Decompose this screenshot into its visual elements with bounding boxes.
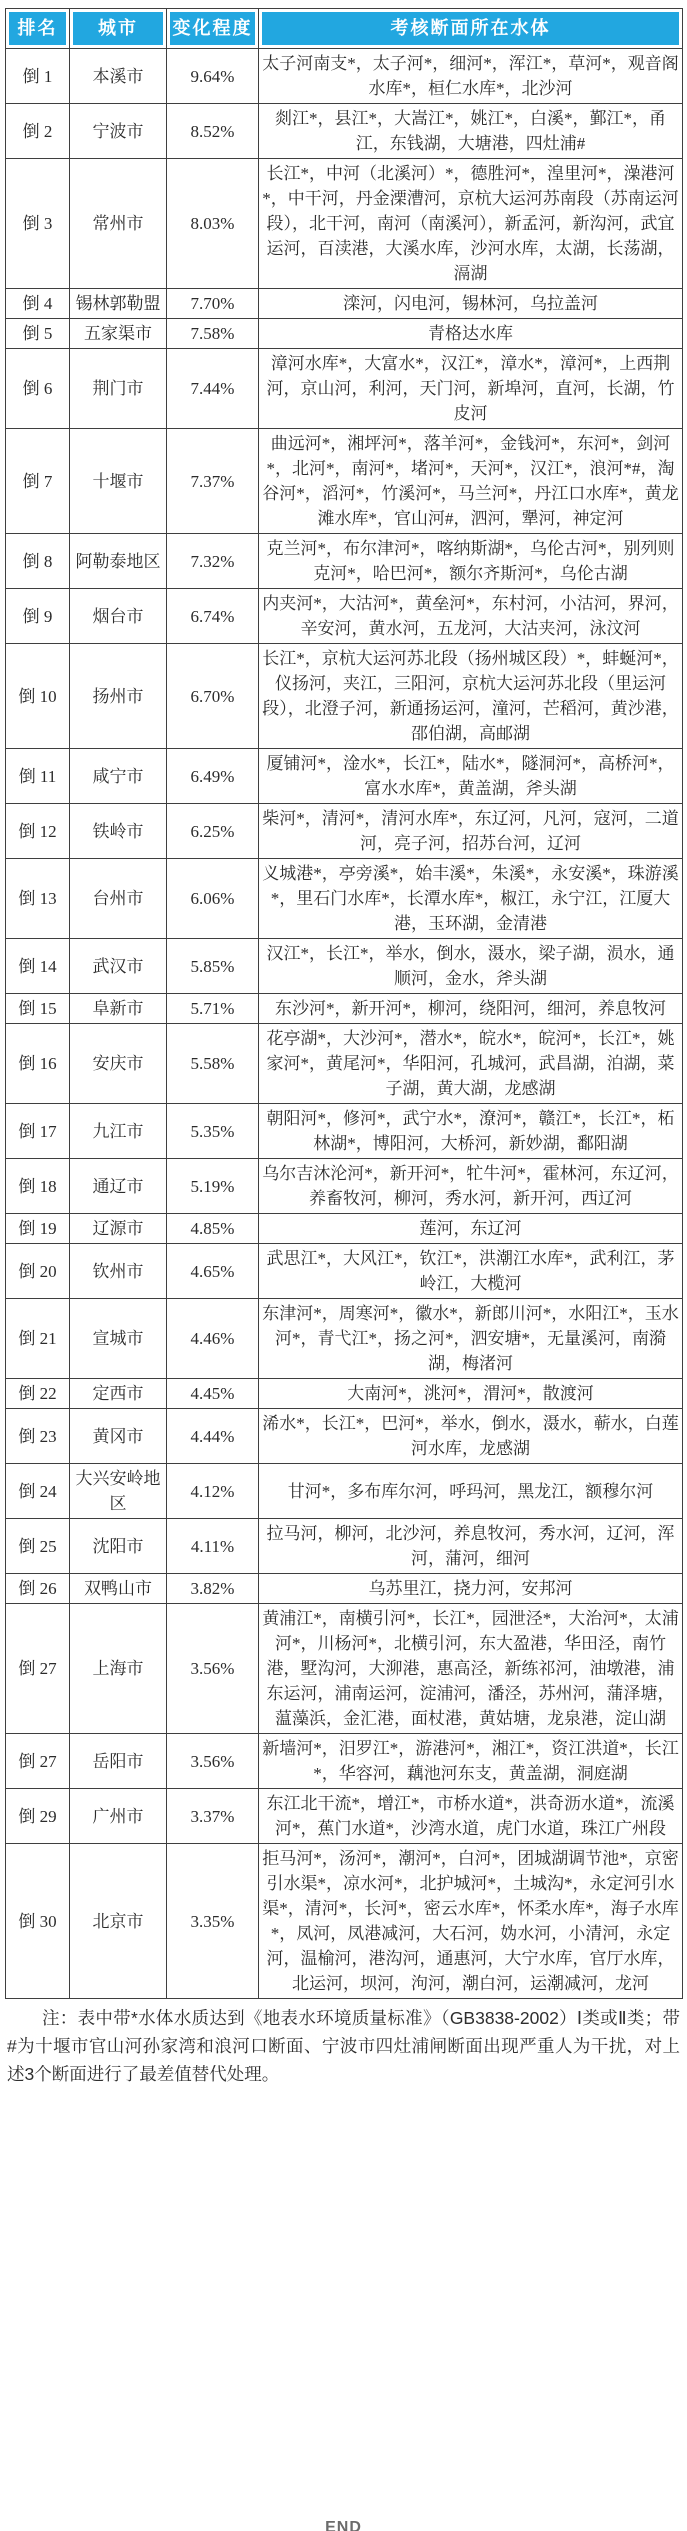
change-cell: 3.35% xyxy=(167,1844,259,1999)
table-row xyxy=(6,319,683,349)
table-row xyxy=(6,1789,683,1844)
waters-cell: 乌尔吉沐沦河*，新开河*，牤牛河*，霍林河，东辽河，养畜牧河，柳河，秀水河，新开河，西辽河 xyxy=(259,1159,683,1214)
city-cell: 上海市 xyxy=(70,1604,167,1734)
city-cell: 定西市 xyxy=(70,1379,167,1409)
waters-cell: 黄浦江*，南横引河*，长江*，园泄泾*，大治河*，太浦河*，川杨河*，北横引河，东大盈港，华田泾，南竹港，墅沟河，大泖港，惠高泾，新练祁河，油墩港，浦东运河，浦南运河，淀浦河，潘泾，苏州河，蒲泽塘，蕰藻浜，金汇港，面杖港，黄姑塘，龙泉港，淀山湖 xyxy=(259,1604,683,1734)
header-waters xyxy=(259,9,683,49)
table-row xyxy=(6,1104,683,1159)
city-cell: 黄冈市 xyxy=(70,1409,167,1464)
change-cell: 4.46% xyxy=(167,1299,259,1379)
city-cell: 通辽市 xyxy=(70,1159,167,1214)
waters-cell: 漳河水库*，大富水*，汉江*，漳水*，漳河*，上西荆河，京山河，利河，天门河，新埠河，直河，长湖，竹皮河 xyxy=(259,349,683,429)
rank-cell: 倒 20 xyxy=(6,1244,70,1299)
waters-cell: 滦河，闪电河，锡林河，乌拉盖河 xyxy=(259,289,683,319)
waters-cell: 柴河*，清河*，清河水库*，东辽河，凡河，寇河，二道河，亮子河，招苏台河，辽河 xyxy=(259,804,683,859)
rank-cell: 倒 15 xyxy=(6,994,70,1024)
waters-cell: 汉江*，长江*，举水，倒水，滠水，梁子湖，涢水，通顺河，金水，斧头湖 xyxy=(259,939,683,994)
change-cell: 3.82% xyxy=(167,1574,259,1604)
change-cell: 3.37% xyxy=(167,1789,259,1844)
header-rank xyxy=(6,9,70,49)
change-cell: 6.74% xyxy=(167,589,259,644)
worst-change-ranking-table xyxy=(5,8,683,1999)
change-cell: 5.35% xyxy=(167,1104,259,1159)
change-cell: 4.12% xyxy=(167,1464,259,1519)
waters-cell: 东津河*，周寒河*，徽水*，新郎川河*，水阳江*，玉水河*，青弋江*，扬之河*，泗安塘*，无量溪河，南漪湖，梅渚河 xyxy=(259,1299,683,1379)
city-cell: 武汉市 xyxy=(70,939,167,994)
waters-cell: 拉马河，柳河，北沙河，养息牧河，秀水河，辽河，浑河，蒲河，细河 xyxy=(259,1519,683,1574)
rank-cell: 倒 26 xyxy=(6,1574,70,1604)
table-body xyxy=(6,49,683,1999)
rank-cell: 倒 2 xyxy=(6,104,70,159)
table-row xyxy=(6,939,683,994)
header-change-label: 变化程度 xyxy=(170,12,255,45)
header-rank-label: 排名 xyxy=(9,12,66,45)
rank-cell: 倒 24 xyxy=(6,1464,70,1519)
change-cell: 7.32% xyxy=(167,534,259,589)
change-cell: 6.49% xyxy=(167,749,259,804)
waters-cell: 朝阳河*，修河*，武宁水*，潦河*，赣江*，长江*，柘林湖*，博阳河，大桥河，新妙湖，鄱阳湖 xyxy=(259,1104,683,1159)
waters-cell: 甘河*，多布库尔河，呼玛河，黑龙江，额穆尔河 xyxy=(259,1464,683,1519)
city-cell: 北京市 xyxy=(70,1844,167,1999)
change-cell: 6.70% xyxy=(167,644,259,749)
table-row xyxy=(6,49,683,104)
table-row xyxy=(6,429,683,534)
waters-cell: 东沙河*，新开河*，柳河，绕阳河，细河，养息牧河 xyxy=(259,994,683,1024)
change-cell: 5.19% xyxy=(167,1159,259,1214)
rank-cell: 倒 22 xyxy=(6,1379,70,1409)
rank-cell: 倒 4 xyxy=(6,289,70,319)
table-header xyxy=(6,9,683,49)
waters-cell: 大南河*，洮河*，渭河*，散渡河 xyxy=(259,1379,683,1409)
rank-cell: 倒 3 xyxy=(6,159,70,289)
rank-cell: 倒 23 xyxy=(6,1409,70,1464)
table-row xyxy=(6,1299,683,1379)
waters-cell: 长江*，中河（北溪河）*，德胜河*，湟里河*，澡港河*，中干河，丹金溧漕河，京杭大运河苏南段（苏南运河段），北干河，南河（南溪河），新孟河，新沟河，武宜运河，百渎港，大溪水库，沙河水库，太湖，长荡湖，滆湖 xyxy=(259,159,683,289)
waters-cell: 武思江*，大风江*，钦江*，洪潮江水库*，武利江，茅岭江，大榄河 xyxy=(259,1244,683,1299)
change-cell: 3.56% xyxy=(167,1604,259,1734)
header-city xyxy=(70,9,167,49)
change-cell: 4.11% xyxy=(167,1519,259,1574)
table-row xyxy=(6,1734,683,1789)
rank-cell: 倒 25 xyxy=(6,1519,70,1574)
change-cell: 4.45% xyxy=(167,1379,259,1409)
change-cell: 4.85% xyxy=(167,1214,259,1244)
change-cell: 5.71% xyxy=(167,994,259,1024)
rank-cell: 倒 10 xyxy=(6,644,70,749)
change-cell: 7.37% xyxy=(167,429,259,534)
rank-cell: 倒 18 xyxy=(6,1159,70,1214)
change-cell: 4.65% xyxy=(167,1244,259,1299)
waters-cell: 克兰河*，布尔津河*，喀纳斯湖*，乌伦古河*，别列则克河*，哈巴河*，额尔齐斯河*，乌伦古湖 xyxy=(259,534,683,589)
city-cell: 宁波市 xyxy=(70,104,167,159)
city-cell: 五家渠市 xyxy=(70,319,167,349)
waters-cell: 乌苏里江，挠力河，安邦河 xyxy=(259,1574,683,1604)
header-change xyxy=(167,9,259,49)
rank-cell: 倒 27 xyxy=(6,1734,70,1789)
table-row xyxy=(6,1409,683,1464)
city-cell: 台州市 xyxy=(70,859,167,939)
table-row xyxy=(6,104,683,159)
table-row xyxy=(6,1519,683,1574)
table-row xyxy=(6,534,683,589)
table-row xyxy=(6,1464,683,1519)
city-cell: 锡林郭勒盟 xyxy=(70,289,167,319)
waters-cell: 长江*，京杭大运河苏北段（扬州城区段）*，蚌蜒河*，仪扬河，夹江，三阳河，京杭大运河苏北段（里运河段），北澄子河，新通扬运河，潼河，芒稻河，黄沙港，邵伯湖，高邮湖 xyxy=(259,644,683,749)
footnote: 注：表中带*水体水质达到《地表水环境质量标准》（GB3838-2002）Ⅰ类或Ⅱ类；带#为十堰市官山河孙家湾和浪河口断面、宁波市四灶浦闸断面出现严重人为干扰，对上述3个断面进行了最差值替代处理。 xyxy=(7,2008,680,2084)
table-row xyxy=(6,1244,683,1299)
waters-cell: 青格达水库 xyxy=(259,319,683,349)
rank-cell: 倒 21 xyxy=(6,1299,70,1379)
table-row xyxy=(6,289,683,319)
table-row xyxy=(6,589,683,644)
city-cell: 咸宁市 xyxy=(70,749,167,804)
waters-cell: 太子河南支*，太子河*，细河*，浑江*，草河*，观音阁水库*，桓仁水库*，北沙河 xyxy=(259,49,683,104)
city-cell: 岳阳市 xyxy=(70,1734,167,1789)
waters-cell: 新墙河*，汨罗江*，游港河*，湘江*，资江洪道*，长江*，华容河，藕池河东支，黄盖湖，洞庭湖 xyxy=(259,1734,683,1789)
table-row xyxy=(6,859,683,939)
city-cell: 扬州市 xyxy=(70,644,167,749)
header-city-label: 城市 xyxy=(73,12,163,45)
city-cell: 辽源市 xyxy=(70,1214,167,1244)
change-cell: 7.70% xyxy=(167,289,259,319)
city-cell: 铁岭市 xyxy=(70,804,167,859)
table-row xyxy=(6,644,683,749)
change-cell: 6.06% xyxy=(167,859,259,939)
change-cell: 9.64% xyxy=(167,49,259,104)
change-cell: 8.03% xyxy=(167,159,259,289)
table-row xyxy=(6,1379,683,1409)
city-cell: 阜新市 xyxy=(70,994,167,1024)
waters-cell: 东江北干流*，增江*，市桥水道*，洪奇沥水道*，流溪河*，蕉门水道*，沙湾水道，虎门水道，珠江广州段 xyxy=(259,1789,683,1844)
table-row xyxy=(6,1024,683,1104)
table-row xyxy=(6,1844,683,1999)
change-cell: 5.58% xyxy=(167,1024,259,1104)
waters-cell: 厦铺河*，淦水*，长江*，陆水*，隧洞河*，高桥河*，富水水库*，黄盖湖，斧头湖 xyxy=(259,749,683,804)
table-row xyxy=(6,159,683,289)
table-row xyxy=(6,1159,683,1214)
city-cell: 安庆市 xyxy=(70,1024,167,1104)
rank-cell: 倒 29 xyxy=(6,1789,70,1844)
city-cell: 阿勒泰地区 xyxy=(70,534,167,589)
waters-cell: 内夹河*，大沽河*，黄垒河*，东村河，小沽河，界河，辛安河，黄水河，五龙河，大沽夹河，泳汶河 xyxy=(259,589,683,644)
rank-cell: 倒 1 xyxy=(6,49,70,104)
rank-cell: 倒 12 xyxy=(6,804,70,859)
city-cell: 九江市 xyxy=(70,1104,167,1159)
header-row xyxy=(6,9,683,49)
table-row xyxy=(6,349,683,429)
waters-cell: 花亭湖*，大沙河*，潜水*，皖水*，皖河*，长江*，姚家河*，黄尾河*，华阳河，孔城河，武昌湖，泊湖，菜子湖，黄大湖，龙感湖 xyxy=(259,1024,683,1104)
table-row xyxy=(6,994,683,1024)
rank-cell: 倒 13 xyxy=(6,859,70,939)
end-marker: END xyxy=(325,2519,362,2531)
city-cell: 常州市 xyxy=(70,159,167,289)
waters-cell: 浠水*，长江*，巴河*，举水，倒水，滠水，蕲水，白莲河水库，龙感湖 xyxy=(259,1409,683,1464)
change-cell: 4.44% xyxy=(167,1409,259,1464)
waters-cell: 莲河，东辽河 xyxy=(259,1214,683,1244)
rank-cell: 倒 9 xyxy=(6,589,70,644)
rank-cell: 倒 6 xyxy=(6,349,70,429)
city-cell: 烟台市 xyxy=(70,589,167,644)
waters-cell: 曲远河*，湘坪河*，落羊河*，金钱河*，东河*，剑河*，北河*，南河*，堵河*，天河*，汉江*，浪河*#，淘谷河*，滔河*，竹溪河*，马兰河*，丹江口水库*，黄龙滩水库*，官山河#，泗河，犟河，神定河 xyxy=(259,429,683,534)
change-cell: 8.52% xyxy=(167,104,259,159)
table-row xyxy=(6,1214,683,1244)
rank-cell: 倒 16 xyxy=(6,1024,70,1104)
waters-cell: 拒马河*，汤河*，潮河*，白河*，团城湖调节池*，京密引水渠*，凉水河*，北护城河*，土城沟*，永定河引水渠*，清河*，长河*，密云水库*，怀柔水库*，海子水库*，凤河，凤港减河，大石河，妫水河，小清河，永定河，温榆河，港沟河，通惠河，大宁水库，官厅水库，北运河，坝河，泃河，潮白河，运潮减河，龙河 xyxy=(259,1844,683,1999)
header-waters-label: 考核断面所在水体 xyxy=(262,12,679,45)
table-row xyxy=(6,1574,683,1604)
city-cell: 双鸭山市 xyxy=(70,1574,167,1604)
city-cell: 宣城市 xyxy=(70,1299,167,1379)
rank-cell: 倒 14 xyxy=(6,939,70,994)
city-cell: 钦州市 xyxy=(70,1244,167,1299)
rank-cell: 倒 27 xyxy=(6,1604,70,1734)
city-cell: 荆门市 xyxy=(70,349,167,429)
table-row xyxy=(6,804,683,859)
change-cell: 7.58% xyxy=(167,319,259,349)
rank-cell: 倒 17 xyxy=(6,1104,70,1159)
city-cell: 沈阳市 xyxy=(70,1519,167,1574)
rank-cell: 倒 30 xyxy=(6,1844,70,1999)
city-cell: 十堰市 xyxy=(70,429,167,534)
city-cell: 广州市 xyxy=(70,1789,167,1844)
city-cell: 大兴安岭地区 xyxy=(70,1464,167,1519)
change-cell: 7.44% xyxy=(167,349,259,429)
rank-cell: 倒 5 xyxy=(6,319,70,349)
change-cell: 6.25% xyxy=(167,804,259,859)
rank-cell: 倒 7 xyxy=(6,429,70,534)
rank-cell: 倒 19 xyxy=(6,1214,70,1244)
change-cell: 3.56% xyxy=(167,1734,259,1789)
change-cell: 5.85% xyxy=(167,939,259,994)
table-row xyxy=(6,749,683,804)
waters-cell: 剡江*，县江*，大嵩江*，姚江*，白溪*，鄞江*，甬江，东钱湖，大塘港，四灶浦# xyxy=(259,104,683,159)
waters-cell: 义城港*，亭旁溪*，始丰溪*，朱溪*，永安溪*，珠游溪*，里石门水库*，长潭水库*，椒江，永宁江，江厦大港，玉环湖，金清港 xyxy=(259,859,683,939)
rank-cell: 倒 11 xyxy=(6,749,70,804)
rank-cell: 倒 8 xyxy=(6,534,70,589)
city-cell: 本溪市 xyxy=(70,49,167,104)
table-row xyxy=(6,1604,683,1734)
